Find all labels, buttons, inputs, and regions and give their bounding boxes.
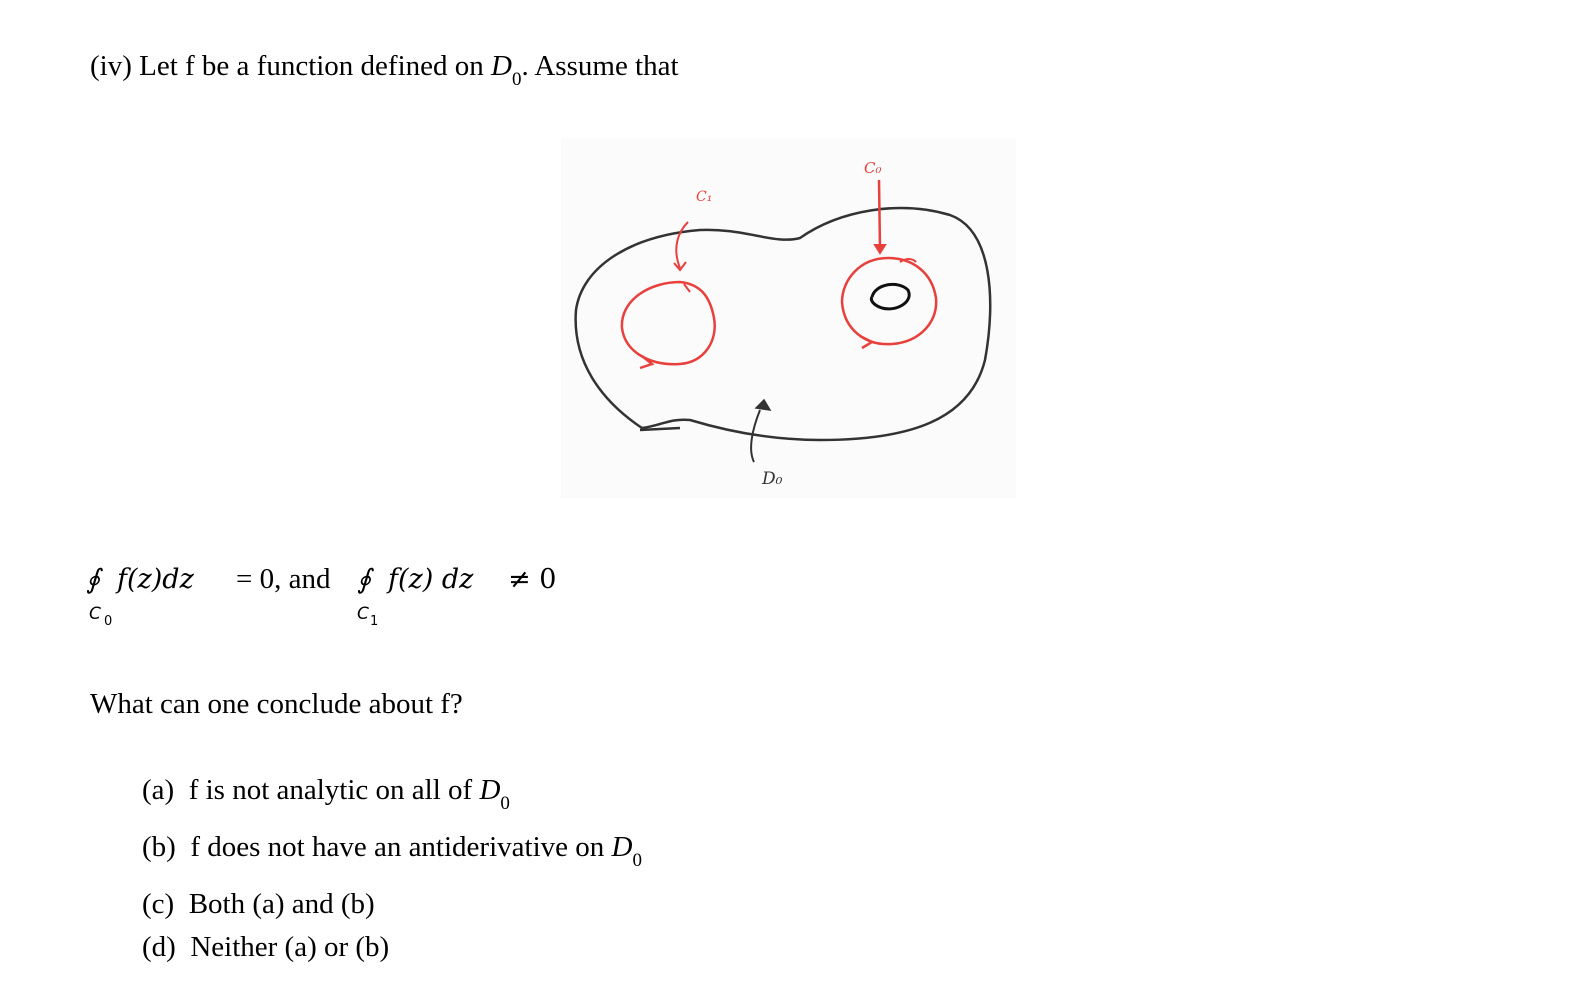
option-a-var: D <box>479 774 501 806</box>
option-c <box>142 890 375 919</box>
option-b-text: f does not have an antiderivative on <box>190 831 612 863</box>
domain-variable: D <box>491 50 512 82</box>
label-d0: D₀ <box>762 469 783 489</box>
c0-pointer-arrowhead <box>875 245 885 253</box>
equals-zero-and: = 0, and <box>236 563 331 595</box>
option-a <box>142 774 510 814</box>
c1-pointer <box>676 222 688 268</box>
contour-c1-tick <box>684 284 690 292</box>
contour-c1 <box>622 282 715 364</box>
domain-subscript: 0 <box>511 69 522 90</box>
label-c0: C₀ <box>864 159 882 177</box>
intro-prefix: (iv) Let f be a function defined on <box>90 50 492 82</box>
option-b <box>142 831 642 871</box>
option-c-marker: (c) <box>142 888 175 920</box>
contour-integral-symbol: ∮ <box>86 564 101 595</box>
contour-1-var: C <box>89 604 101 624</box>
intro-suffix: . Assume that <box>521 50 679 82</box>
option-d <box>142 933 389 962</box>
option-b-var: D <box>611 831 633 863</box>
contour-1-sub: 0 <box>104 614 113 629</box>
integrand-2: f(z) dz <box>388 564 474 595</box>
option-d-marker: (d) <box>142 931 176 963</box>
option-d-text: Neither (a) or (b) <box>190 931 390 963</box>
option-b-marker: (b) <box>142 831 176 863</box>
question-text: What can one conclude about f? <box>90 688 463 720</box>
contour-c0 <box>842 258 936 344</box>
contour-2-var: C <box>357 604 369 624</box>
c0-pointer <box>879 180 880 250</box>
contour-c1-arrowhead <box>640 356 652 368</box>
not-equal-zero: ≠ 0 <box>508 564 557 595</box>
option-c-text: Both (a) and (b) <box>188 888 375 920</box>
option-a-text: f is not analytic on all of <box>188 774 480 806</box>
label-c1: C₁ <box>696 189 713 205</box>
contour-c0-arrowhead <box>860 336 872 348</box>
option-a-sub: 0 <box>500 793 510 814</box>
integrand-1: f(z)dz <box>117 564 194 595</box>
contour-integral-symbol-2: ∮ <box>357 564 372 595</box>
option-a-marker: (a) <box>142 774 175 806</box>
contour-2-sub: 1 <box>370 614 379 629</box>
option-b-sub: 0 <box>632 850 642 871</box>
hole-shape <box>871 284 909 309</box>
d0-pointer-arrowhead <box>756 400 770 410</box>
